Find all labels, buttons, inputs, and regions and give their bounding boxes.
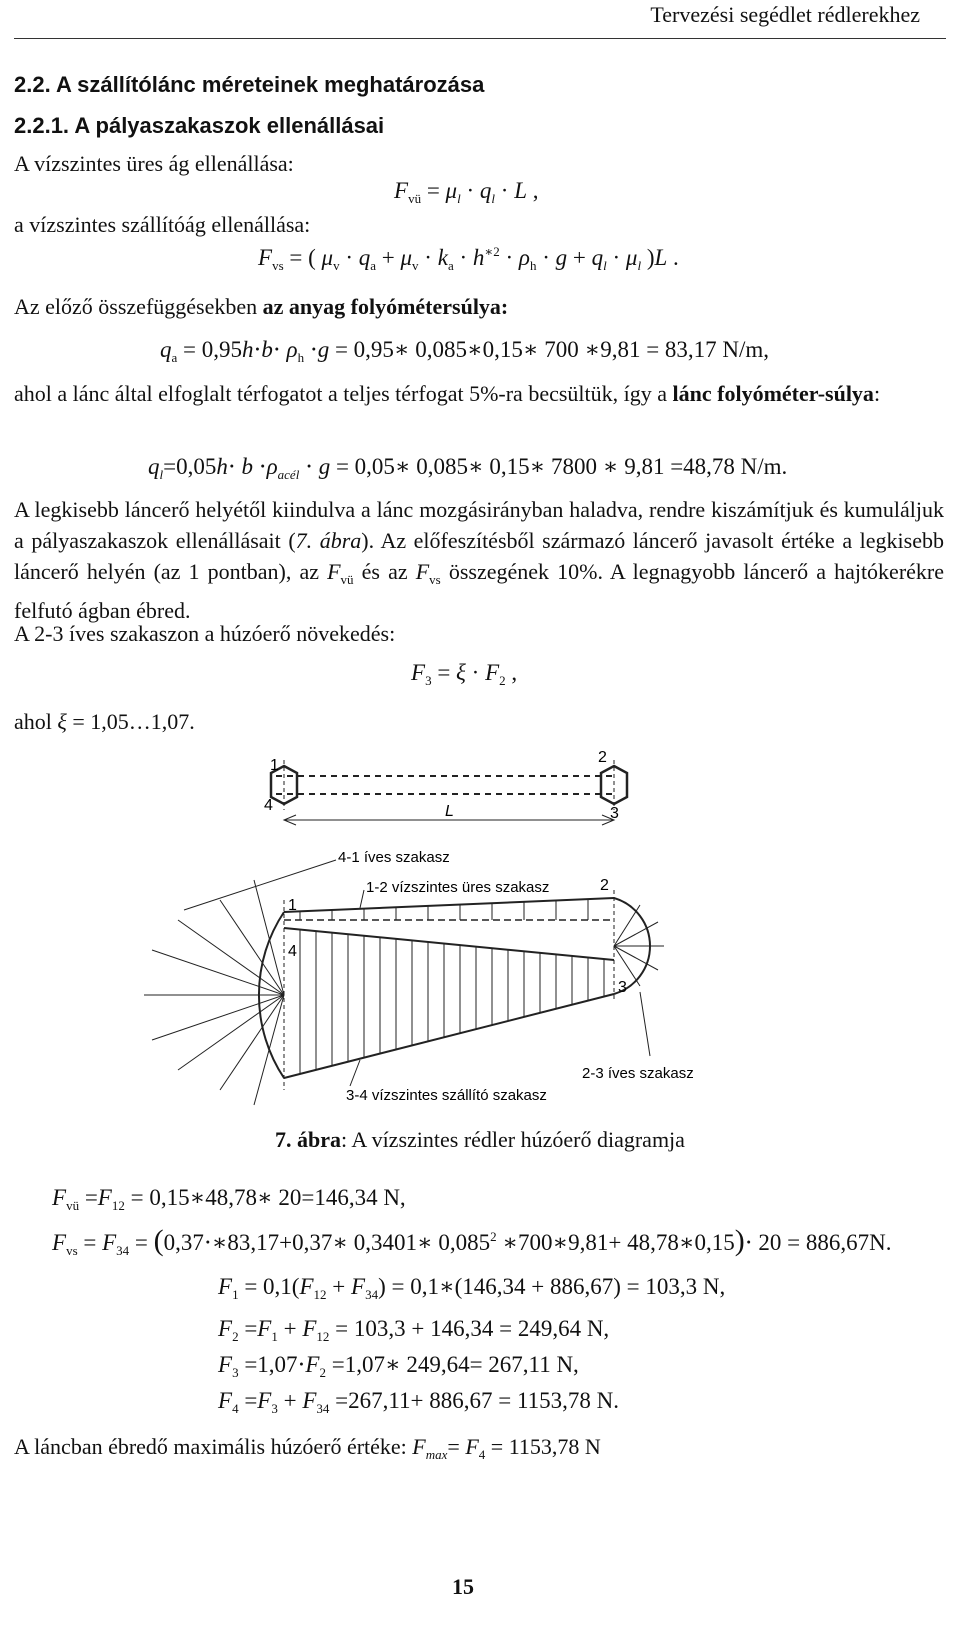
diagram-point-3: 3 — [618, 979, 627, 996]
running-header: Tervezési segédlet rédlerekhez — [650, 2, 920, 27]
equation-qa: $q_a = 0,95h\cdot b\cdot \rho_h \cdot g$ = 0,95∗ 0,085∗0,15∗ 700 ∗9,81 = 83,17 N/m, — [160, 337, 770, 365]
text-max-force-intro: A láncban ébredő maximális húzóerő értéke: — [14, 1434, 413, 1459]
diagram-point-2-top: 2 — [598, 749, 607, 766]
text-max-force: A láncban ébredő maximális húzóerő értéke: $F_{max}= F_4 = 1153,78$ N — [14, 1434, 601, 1462]
diagram-point-4-top: 4 — [264, 797, 273, 814]
calc-f1-a: = 0,1( — [244, 1274, 300, 1299]
text-chain-bold: lánc folyóméter-súlya — [672, 381, 874, 406]
equation-fvu: $F_{vü} = \mu_l \cdot q_l \cdot L$ , — [394, 178, 539, 206]
page-number: 15 — [452, 1574, 474, 1599]
text-p5-a: A legkisebb láncerő helyétől kiindulva a lánc mozgásirányban haladva, rendre kiszámítjuk és kumuláljuk a pályaszakaszok ellenállásait ( — [14, 497, 944, 553]
eq-ql-coef: =0,05 — [163, 454, 217, 479]
text-p5-e: összegének 10%. A legnagyobb láncerő a hajtókerékre felfutó ágban ébred. — [14, 559, 945, 623]
diagram-length-label: L — [445, 803, 454, 820]
diagram-label-arc-23: 2-3 íves szakasz — [582, 1065, 694, 1082]
text-empty-branch: A vízszintes üres ág ellenállása: — [14, 151, 294, 176]
diagram-point-1: 1 — [288, 897, 297, 914]
calc-fvs-part1: 0,37⋅∗83,17+0,37∗ 0,3401∗ 0,085 — [163, 1230, 491, 1255]
eq-qa-value: = 0,95∗ 0,085∗0,15∗ 700 ∗9,81 = 83,17 N/m, — [334, 337, 770, 362]
diagram-label-arc-41: 4-1 íves szakasz — [338, 849, 450, 866]
calc-f3-a: =1,07⋅ — [244, 1352, 306, 1377]
eq-qa-coef: = 0,95 — [183, 337, 243, 362]
text-arc-increase: A 2-3 íves szakaszon a húzóerő növekedés: — [14, 621, 396, 646]
calc-f4: $F_4 =F_3 + F_{34} =267,11+ 886,67 = 1153,78$ N. — [218, 1388, 619, 1416]
diagram-point-1-top: 1 — [270, 757, 279, 774]
diagram-point-2: 2 — [600, 877, 609, 894]
figure-caption-text: : A vízszintes rédler húzóerő diagramja — [341, 1127, 685, 1152]
diagram-point-4: 4 — [288, 943, 297, 960]
header-rule — [14, 38, 946, 39]
diagram-label-empty-12: 1-2 vízszintes üres szakasz — [366, 879, 550, 896]
text-xi-ahol: ahol — [14, 709, 58, 734]
equation-f3-xi: $F_3 = \xi \cdot F_2$ , — [411, 660, 518, 688]
calc-fvs: $F_{vs} = F_{34}$ = (0,37⋅∗83,17+0,37∗ 0,3401∗ 0,085$^2$ ∗700∗9,81+ 48,78∗0,15)⋅ 20 = 886,67N. — [52, 1224, 892, 1258]
text-loaded-branch: a vízszintes szállítóág ellenállása: — [14, 212, 311, 237]
calc-f4-value: =267,11+ 886,67 = 1153,78 N. — [335, 1388, 619, 1413]
calc-fvs-end: ⋅ 20 = 886,67N. — [744, 1230, 892, 1255]
diagram-label-load-34: 3-4 vízszintes szállító szakasz — [346, 1087, 547, 1104]
section-heading-2-2: 2.2. A szállítólánc méreteinek meghatározása — [14, 72, 485, 97]
text-xi-range: ahol ξ = 1,05…1,07. — [14, 709, 195, 734]
calc-f1: $F_1 = 0,1(F_{12} + F_{34})$ = 0,1∗(146,34 + 886,67) = 103,3 N, — [218, 1274, 726, 1302]
text-material-weight — [14, 293, 508, 321]
text-chain-colon: : — [873, 381, 881, 406]
text-material-bold: az anyag folyómétersúlya: — [262, 294, 509, 319]
force-diagram — [240, 749, 830, 1110]
text-p5-d: és az — [353, 559, 416, 584]
paragraph-chain-forces: A legkisebb láncerő helyétől kiindulva a lánc mozgásirányban haladva, rendre kiszámítjuk és kumuláljuk a pályaszakaszok ellenállásait (7. ábra). Az előfeszítésből származó láncerő javasolt értéke a legkisebb láncerő helyén (az 1 pontban), az $F_{vü}$ és az $F_{vs}$ összegének 10%. A legnagyobb láncerő a hajtókerékre felfutó ágban ébred. — [14, 497, 945, 623]
text-chain-intro: ahol a lánc által elfoglalt térfogatot a teljes térfogat 5%-ra becsültük, így a — [14, 381, 673, 406]
calc-fvu: $F_{vü} =F_{12}$ = 0,15∗48,78∗ 20=146,34 N, — [52, 1185, 406, 1213]
equation-ql: $q_l=0,05h\cdot b \cdot\rho_{acél} \cdot g$ = 0,05∗ 0,085∗ 0,15∗ 7800 ∗ 9,81 =48,78 N/m. — [148, 454, 788, 482]
calc-fvu-value: = 0,15∗48,78∗ 20=146,34 N, — [130, 1185, 406, 1210]
text-xi-value: = 1,05…1,07. — [66, 709, 195, 734]
eq-ql-value: = 0,05∗ 0,085∗ 0,15∗ 7800 ∗ 9,81 =48,78 N/m. — [335, 454, 788, 479]
calc-f3: $F_3 =1,07\cdot F_2$ =1,07∗ 249,64= 267,11 N, — [218, 1352, 579, 1380]
calc-fvs-part2: ∗700∗9,81+ 48,78∗0,15 — [502, 1230, 735, 1255]
calc-f3-b: =1,07∗ 249,64= 267,11 N, — [331, 1352, 579, 1377]
text-max-force-value: = 1153,78 N — [485, 1434, 601, 1459]
text-p5-figref: 7. ábra — [295, 528, 362, 553]
calc-f1-b: ) = 0,1∗(146,34 + 886,67) = 103,3 N, — [378, 1274, 726, 1299]
calc-f2: $F_2 =F_1 + F_{12} = 103,3 + 146,34 = 249,64$ N, — [218, 1316, 610, 1344]
figure-caption-number: 7. ábra — [275, 1127, 341, 1152]
text-material-intro: Az előző összefüggésekben — [14, 294, 263, 319]
equation-fvs: $F_{vs}$ = ( $\mu_v \cdot q_a + \mu_v \cdot k_a \cdot h^{∗2} \cdot \rho_h \cdot g + q_l \cdot \mu_l$ )L . — [258, 244, 679, 273]
calc-f2-value: = 103,3 + 146,34 = 249,64 N, — [335, 1316, 610, 1341]
text-p5-c: ). Az előfeszítésből származó láncerő javasolt értéke a legkisebb láncerő helyén (az 1 pontban), az — [14, 528, 944, 584]
diagram-point-3-top: 3 — [610, 805, 619, 822]
figure-caption — [275, 1127, 685, 1153]
section-heading-2-2-1: 2.2.1. A pályaszakaszok ellenállásai — [14, 113, 385, 138]
paragraph-chain-weight — [14, 378, 944, 409]
